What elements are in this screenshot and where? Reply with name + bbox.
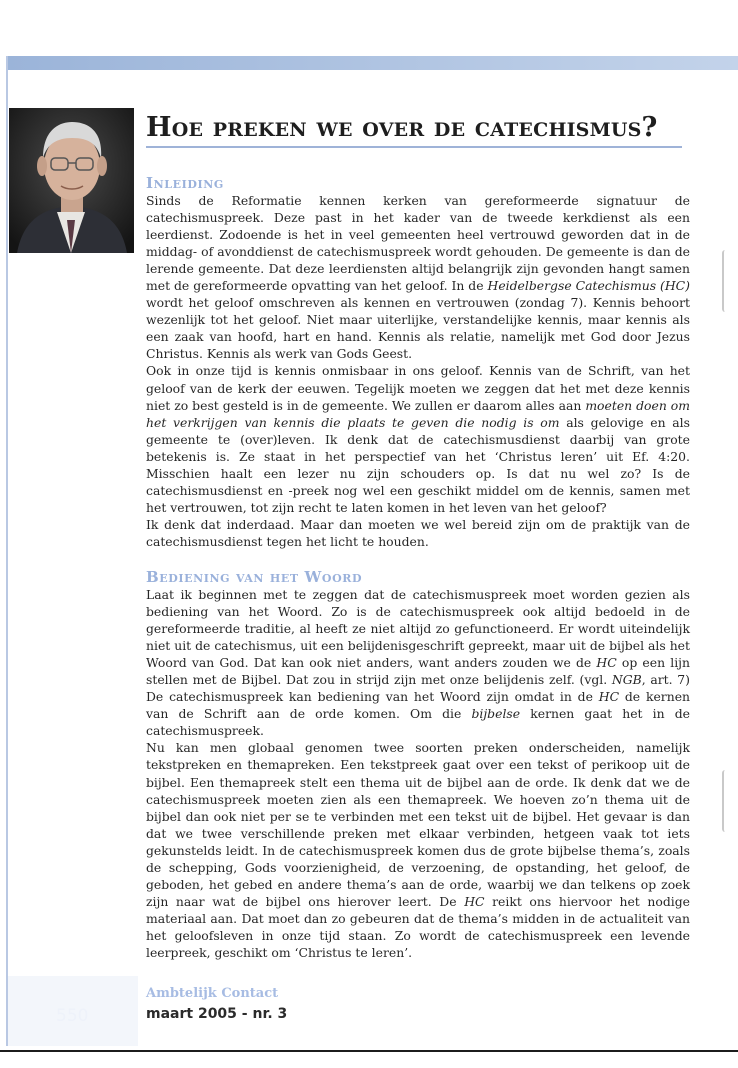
paragraph-text: Sinds de Reformatie kennen kerken van gereformeerde signatuur de catechismuspreek. Deze past in het kader van de tweede kerkdienst als een leerdienst. Zodoende is het in veel gemeenten heel vertrouwd geworden dat in de middag- of avonddienst de catechismuspreek wordt gehouden. De gemeente is dan de lerende gemeente. Dat deze leerdiensten altijd belangrijk zijn gevonden hangt samen met de gereformeerde opvatting van het geloof. In de: [146, 193, 690, 294]
section-heading-inleiding: Inleiding: [146, 174, 224, 192]
article-title: Hoe preken we over de catechismus?: [146, 112, 658, 143]
publication-issue: maart 2005 - nr. 3: [146, 1006, 288, 1022]
paragraph: [146, 362, 690, 515]
paragraph-text: Nu kan men globaal genomen twee soorten preken onderscheiden, namelijk tekstpreken en themapreken. Een tekstpreek gaat over een tekst of perikoop uit de bijbel. Een themapreek stelt een thema uit de bijbel aan de orde. Ik denk dat we de catechismuspreek moeten zien als een themapreek. We hoeven zo’n thema uit de bijbel dan ook niet per se te verbinden met een tekst uit de bijbel. Het gevaar is dan dat we twee verschillende preken met elkaar verbinden, hetgeen vaak tot iets gekunstelds leidt. In de catechismuspreek komen dus de grote bijbelse thema’s, zoals de schepping, Gods voorzienigheid, de verzoening, de opstanding, het geloof, de geboden, het gebed en andere thema’s aan de orde, waarbij we dan telkens op zoek zijn naar wat de bijbel ons hierover leert. De: [146, 740, 690, 909]
paragraph-emphasis: HC: [596, 655, 617, 671]
paragraph-emphasis: Heidelbergse Catechismus (HC): [487, 278, 690, 294]
paragraph-emphasis: moeten doen om het verkrijgen van kennis die plaats te geven die nodig is om: [146, 397, 690, 430]
bottom-rule: [0, 1050, 738, 1052]
margin-mark: [722, 770, 730, 832]
page-number: 550: [56, 1006, 89, 1026]
publication-name: Ambtelijk Contact: [146, 986, 279, 1001]
paragraph-text: als gelovige en als gemeente te (over)leven. Ik denk dat de catechismusdienst daarbij van grote betekenis is. Ze staat in het perspectief van het ‘Christus leren’ uit Ef. 4:20. Misschien haalt een lezer nu zijn schouders op. Is dat nu wel zo? Is de catechismusdienst en -preek nog wel een geschikt middel om de kennis, samen met het vertrouwen, tot zijn recht te laten komen in het leven van het geloof?: [146, 414, 690, 515]
paragraph: Ik denk dat inderdaad. Maar dan moeten we wel bereid zijn om de praktijk van de catechismusdienst tegen het licht te houden.: [146, 516, 690, 549]
margin-mark: [722, 250, 730, 312]
section-heading-bediening: Bediening van het Woord: [146, 568, 363, 586]
paragraph-text: op een lijn stellen met de Bijbel. Dat zou in strijd zijn met onze belijdenis zelf. (vgl.: [146, 655, 690, 688]
paragraph-text: reikt ons hiervoor het nodige materiaal aan. Dat moet dan zo gebeuren dat de thema’s midden in de actualiteit van het geloofsleven in onze tijd staan. Zo wordt de catechismuspreek een levende leerpreek, geschikt om ‘Christus te leren’.: [146, 893, 690, 960]
paragraph-emphasis: bijbelse: [471, 706, 521, 722]
author-portrait: [9, 108, 134, 253]
paragraph: [146, 192, 690, 362]
paragraph-text: de kernen van de Schrift aan de orde komen. Om die: [146, 689, 691, 722]
title-underline: [146, 146, 682, 148]
paragraph-text: , art. 7) De catechismuspreek kan bediening van het Woord zijn omdat in de: [146, 672, 690, 705]
left-margin-rule: [6, 56, 8, 1046]
portrait-icon: [9, 108, 134, 253]
paragraph-emphasis: HC: [598, 689, 620, 705]
paragraph-emphasis: HC: [464, 893, 485, 909]
paragraph-emphasis: NGB: [611, 672, 642, 688]
paragraph-text: kernen gaat het in de catechismuspreek.: [146, 706, 690, 739]
paragraph-text: Ook in onze tijd is kennis onmisbaar in ons geloof. Kennis van de Schrift, van het geloof van de kerk der eeuwen. Tegelijk moeten we zeggen dat het met deze kennis niet zo best gesteld is in de gemeente. We zullen er daarom alles aan: [146, 363, 690, 413]
header-band: [8, 56, 738, 70]
paragraph-text: wordt het geloof omschreven als kennen en vertrouwen (zondag 7). Kennis behoort wezenlijk tot het geloof. Niet maar uiterlijke, verstandelijke kennis, maar kennis als een zaak van hoofd, hart en hand. Kennis als relatie, namelijk met God door Jezus Christus. Kennis als werk van Gods Geest.: [146, 295, 690, 362]
section-body-inleiding: [146, 192, 690, 550]
paragraph: [146, 739, 690, 961]
paragraph-text: Laat ik beginnen met te zeggen dat de catechismuspreek moet worden gezien als bediening van het Woord. Zo is de catechismuspreek ook altijd bedoeld in de gereformeerde traditie, al heeft ze niet altijd zo gefunctioneerd. Er wordt uiteindelijk niet uit de catechismus, uit een belijdenisgeschrift gepreekt, maar uit de bijbel als het Woord van God. Dat kan ook niet anders, want anders zouden we de: [146, 587, 690, 671]
section-body-bediening: [146, 586, 690, 961]
paragraph: [146, 586, 690, 739]
